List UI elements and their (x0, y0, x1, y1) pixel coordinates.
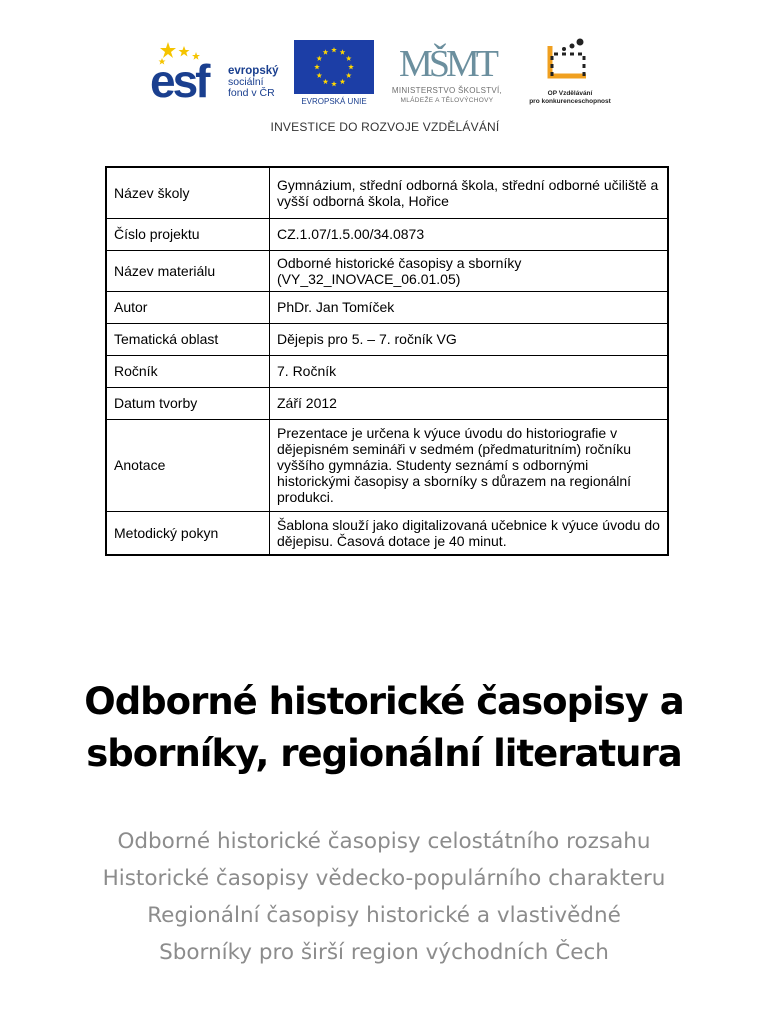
investice-tagline: INVESTICE DO ROZVOJE VZDĚLÁVÁNÍ (270, 120, 500, 134)
metadata-table (105, 166, 669, 556)
table-value: 7. Ročník (270, 355, 669, 387)
op-caption-line-1: OP Vzdělávání (547, 90, 593, 97)
table-value: Gymnázium, střední odborná škola, střední odborné učiliště a vyšší odborná škola, Hořice (270, 167, 669, 218)
op-mark-icon (538, 36, 598, 84)
msmt-mark-icon (399, 36, 495, 85)
eu-flag-icon (294, 40, 374, 94)
msmt-caption-line-1: MINISTERSTVO ŠKOLSTVÍ, (391, 86, 503, 95)
table-value: PhDr. Jan Tomíček (270, 291, 669, 323)
esf-caption-line-1: evropský (228, 65, 279, 77)
table-row (106, 218, 668, 250)
msmt-mark-letters: MŠMT (399, 43, 495, 85)
list-item: Regionální časopisy historické a vlastivědné (147, 903, 621, 928)
slide-title: Odborné historické časopisy a sborníky, regionální literatura (84, 680, 684, 775)
table-row (106, 291, 668, 323)
logo-banner (130, 30, 640, 142)
table-key: Anotace (106, 419, 270, 511)
eu-logo (294, 40, 374, 112)
table-key: Autor (106, 291, 270, 323)
esf-logo (150, 40, 290, 112)
esf-wordmark: esf (150, 55, 208, 107)
table-row (106, 250, 668, 291)
table-value: Odborné historické časopisy a sborníky (VY_32_INOVACE_06.01.05) (270, 250, 669, 291)
esf-caption (228, 66, 298, 99)
table-value: Září 2012 (270, 387, 669, 419)
table-row (106, 511, 668, 555)
table-key: Název materiálu (106, 250, 270, 291)
op-logo (520, 36, 620, 114)
table-key: Tematická oblast (106, 323, 270, 355)
table-key: Ročník (106, 355, 270, 387)
list-item: Historické časopisy vědecko-populárního charakteru (102, 866, 666, 891)
table-key: Datum tvorby (106, 387, 270, 419)
table-row (106, 167, 668, 218)
table-value: CZ.1.07/1.5.00/34.0873 (270, 218, 669, 250)
table-key: Název školy (106, 167, 270, 218)
bullet-list (100, 826, 668, 974)
esf-caption-line-3: fond v ČR (228, 87, 275, 99)
table-row (106, 419, 668, 511)
table-row (106, 387, 668, 419)
table-row (106, 355, 668, 387)
table-row (106, 323, 668, 355)
table-key: Metodický pokyn (106, 511, 270, 555)
eu-caption: EVROPSKÁ UNIE (301, 97, 367, 106)
msmt-logo (382, 36, 512, 114)
table-value: Prezentace je určena k výuce úvodu do historiografie v dějepisném semináři v sedmém (předmaturitním) ročníku vyššího gymnázia. Studenty seznámí s odbornými historickými časopisy a sborníky s důrazem na regionální produkci. (270, 419, 669, 511)
table-key: Číslo projektu (106, 218, 270, 250)
op-caption-line-2: pro konkurenceschopnost (529, 98, 611, 105)
list-item: Odborné historické časopisy celostátního rozsahu (117, 829, 651, 854)
esf-caption-line-2: sociální (228, 76, 264, 88)
list-item: Sborníky pro širší region východních Čech (159, 940, 609, 965)
msmt-caption-line-2: MLÁDEŽE A TĚLOVÝCHOVY (400, 97, 494, 104)
op-caption (520, 90, 620, 106)
table-value: Šablona slouží jako digitalizovaná učebnice k výuce úvodu do dějepisu. Časová dotace je 40 minut. (270, 511, 669, 555)
table-value: Dějepis pro 5. – 7. ročník VG (270, 323, 669, 355)
